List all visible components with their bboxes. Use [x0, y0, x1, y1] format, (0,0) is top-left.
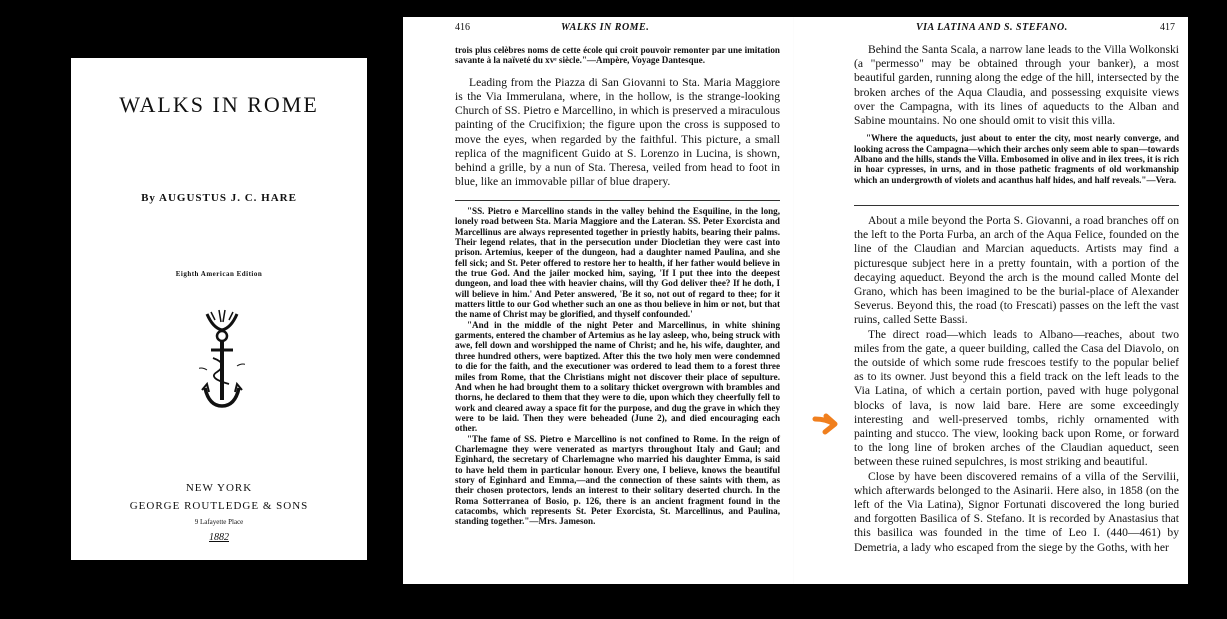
anchor-emblem-icon — [199, 308, 245, 418]
left-page-number: 416 — [455, 22, 470, 33]
publisher-city: NEW YORK — [185, 482, 253, 494]
right-page — [794, 17, 1188, 584]
edition-line: Eighth American Edition — [175, 270, 263, 278]
orange-arrow-icon — [812, 413, 840, 435]
right-divider — [854, 205, 1179, 206]
publisher-name: GEORGE ROUTLEDGE & SONS — [129, 500, 309, 512]
left-quote-2: "And in the middle of the night Peter and Marcellinus, in white shining garments, entered the chamber of Artemius as he lay asleep, who, being struck with awe, fell down and worshipped the name of Christ; and he, his wife, daughter, and three hundred others, were baptized. After this the two holy men were condemned to die for the faith, and the executioner was ordered to lead them to a forest three miles from Rome, that the Christians might not discover their place of sepulture. And when he had brought them to a solitary thicket overgrown with brambles and thorns, he declared to them that they were to die, upon which they cheerfully fell to work and cleared away a space fit for the purpose, and dug the grave in which they were to be laid. Then they were beheaded (June 2), and died encouraging each other. — [455, 319, 780, 434]
title-page — [71, 58, 367, 560]
left-quote-3: "The fame of SS. Pietro e Marcellino is not confined to Rome. In the reign of Charlemagne they were venerated as martyrs throughout Italy and Gaul; and Eginhard, the secretary of Charlemagne who married his daughter Emma, is said to have held them in particular honour. Every one, I believe, knows the beautiful story of Eginhard and Emma,—and the connection of these saints with them, as their chosen protectors, lends an interest to their solitary deserted church. In the Roma Sotterranea of Bosio, p. 126, there is an ancient fragment found in the catacombs, which represents St. Peter Exorcista, St. Marcellinus, and Paulina, standing together."—Mrs. Jameson. — [455, 433, 780, 527]
left-quote-1: "SS. Pietro e Marcellino stands in the valley behind the Esquiline, in the long, lonely road between Sta. Maria Maggiore and the Lateran. SS. Peter Exorcista and Marcellinus are always represented together in priestly habits, bearing their palms. Their legend relates, that in the persecution under Diocletian they were cast into prison. Artemius, keeper of the dungeon, had a daughter named Paulina, and she fell sick; and St. Peter offered to restore her to health, if her father would believe in the true God. And the jailer mocked him, saying, 'If I put thee into the deepest dungeon, and load thee with heavier chains, will thy God deliver thee? If he doth, I will believe in him.' And Peter answered, 'Be it so, not out of regard to thee; for it matters little to our God whether such an one as thou believe in him or not, but that the name of Christ may be glorified, and thyself confounded.' — [455, 206, 780, 320]
left-running-head: WALKS IN ROME. — [561, 22, 650, 33]
publication-year: 1882 — [209, 532, 229, 543]
left-paragraph: Leading from the Piazza di San Giovanni to Sta. Maria Maggiore is the Via Immerulana, where, in the hollow, is the strange-looking Church of SS. Pietro e Marcellino, in which is preserved a miraculous painting of the Crucifixion; the figure upon the cross is supposed to move the eyes, when regarded by the faithful. This picture, a small replica of the magnificent Guido at S. Lorenzo in Lucina, is shown, behind a grille, by a nun of Sta. Theresa, veiled from head to foot in blue, like an immovable pillar of blue drapery. — [455, 75, 780, 189]
book-title: WALKS IN ROME — [119, 92, 319, 117]
publisher-address: 9 Lafayette Place — [194, 518, 244, 526]
right-paragraph-1: Behind the Santa Scala, a narrow lane leads to the Villa Wolkonski (a "permesso" may be obtained through your banker), a most beautiful garden, running along the edge of the hill, intersected by the broken arches of the Aqua Claudia, and possessing exquisite views over the Campagna, with its lines of aqueducts to the Alban and Sabine mountains. No one should omit to visit this villa. — [854, 43, 1179, 128]
left-page — [403, 17, 794, 584]
left-top-quote: trois plus celèbres noms de cette école qui croit pouvoir remonter par une imitation savante à la naïveté du xvᵉ siècle."—Ampère, Voyage Dantesque. — [455, 45, 780, 66]
left-divider — [455, 200, 780, 201]
right-paragraph-4: Close by have been discovered remains of a villa of the Servilii, which afterwards belonged to the Asinarii. Here also, in 1858 (on the left of the Via Latina), Signor Fortunati discovered the long buried and forgotten Basilica of S. Stefano. It is recorded by Anastasius that this basilica was founded in the time of Leo I. (440—461) by Demetria, a lady who escaped from the siege by the Goths, with her — [854, 469, 1179, 554]
right-paragraph-2: About a mile beyond the Porta S. Giovanni, a road branches off on the left to the Porta Furba, an arch of the Aqua Felice, founded on the line of the Claudian and Marcian aqueducts. Artists may find a picturesque subject here in a pretty fountain, with a portion of the decaying aqueduct. Beyond the arch is the mound called Monte del Grano, which has been imagined to be the burial-place of Alexander Severus. Beyond this, the road (to Frescati) passes on the left the vast ruins, called Sette Bassi. — [854, 214, 1179, 327]
right-running-head: VIA LATINA AND S. STEFANO. — [916, 22, 1068, 33]
right-page-number: 417 — [1160, 22, 1175, 33]
right-paragraph-3: The direct road—which leads to Albano—reaches, about two miles from the gate, a queer building, called the Casa del Diavolo, on the outside of which some rude frescoes testify to the popular belief as to its owner. Just beyond this a field track on the left leads to the Via Latina, of which a certain portion, paved with huge polygonal blocks of lava, is now laid bare. Here are some exceedingly interesting and well-preserved tombs, richly ornamented with painting and stucco. The view, looking back upon Rome, or forward to the long line of broken arches of the Claudian aqueduct, seen between these ruined sepulchres, is most striking and beautiful. — [854, 327, 1179, 469]
author-line: By AUGUSTUS J. C. HARE — [141, 192, 297, 204]
right-quote: "Where the aqueducts, just about to enter the city, most nearly converge, and looking across the Campagna—which their arches only seem able to span—towards Albano and the hills, stands the Villa. Embosomed in olive and in ilex trees, it is rich in hoar cypresses, in urns, and in those pathetic fragments of old workmanship which an undergrowth of violets and acanthus half hides, and half reveals."—Vera. — [854, 133, 1179, 185]
